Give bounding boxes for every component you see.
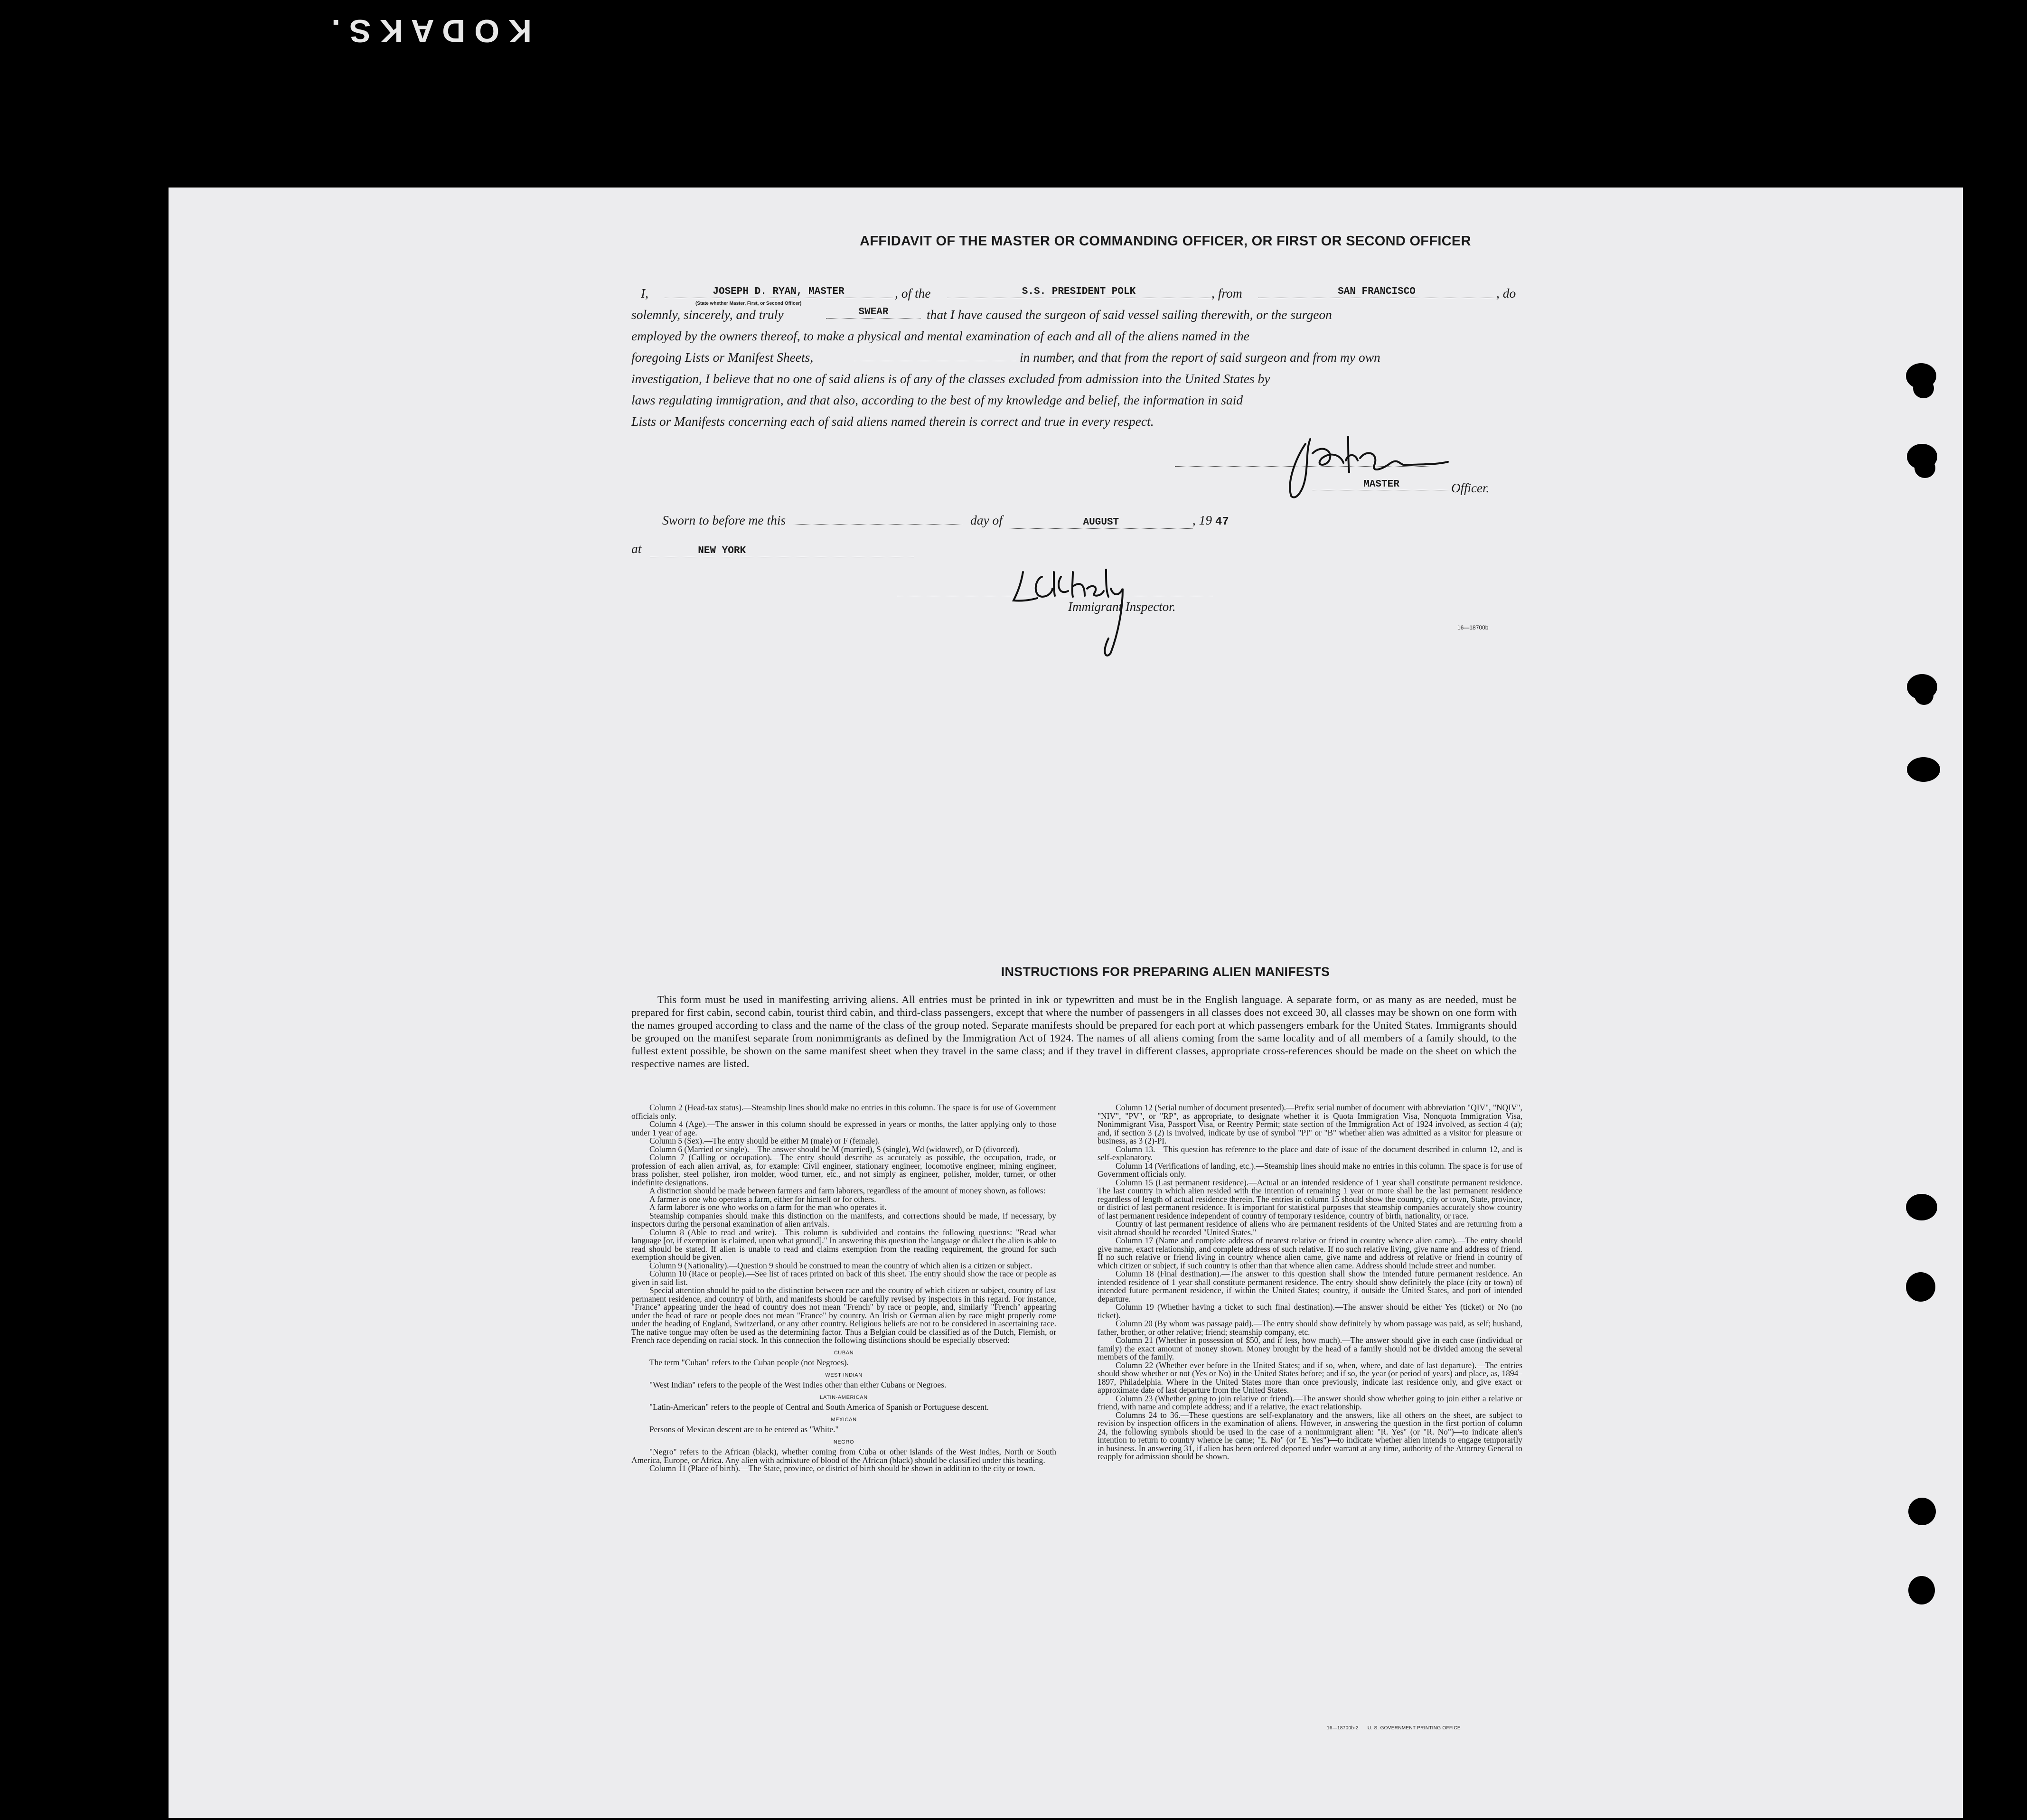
column-note: Column 21 (Whether in possession of $50, and if less, how much).—The answer should give in each case (individual or family) the exact amount of money shown. Money brought by the head of a family should not be divided among the several members of the family. (1098, 1335, 1522, 1361)
column-note: Columns 24 to 36.—These questions are self-explanatory and the answers, like all others on the sheet, are subject to revision by inspection officers in the examination of aliens. However, in answering the question in the first portion of column 24, the following symbols should be used in the case of a nonimmigrant alien: "R. Yes" (or "R. No")—to indicate alien's intention to return to country whence he came; "E. No" (or "E. Yes")—to indicate whether alien intends to engage temporarily in business. In answering 31, if alien has been ordered deported under warrant at any time, authority of the Attorney General to reapply for admission should be shown. (1098, 1410, 1522, 1461)
column-note: Column 10 (Race or people).—See list of races printed on back of this sheet. The entry should show the race or people as given in said list. (631, 1269, 1056, 1287)
punch-hole-icon (1908, 1498, 1936, 1525)
punch-hole-icon (1906, 1272, 1935, 1302)
film-edge-marking (19, 7, 532, 49)
from-text: , from (1211, 286, 1242, 300)
master-name-value: JOSEPH D. RYAN, MASTER (713, 286, 845, 297)
instructions-left-column (631, 1104, 1056, 1716)
affidavit-title: AFFIDAVIT OF THE MASTER OR COMMANDING OFFICER, OR FIRST OR SECOND OFFICER (860, 234, 1471, 249)
race-heading: CUBAN (834, 1350, 854, 1356)
of-the-text: , of the (895, 286, 931, 300)
affidavit-line-7: Lists or Manifests concerning each of said aliens named therein is correct and true in every respect. (631, 414, 1154, 429)
column-note: Column 11 (Place of birth).—The State, province, or district of birth should be shown in addition to the city or town. (649, 1464, 1035, 1473)
race-heading: LATIN-AMERICAN (820, 1394, 868, 1400)
sheet-count-field (854, 350, 1016, 361)
instructions-intro-text: This form must be used in manifesting arriving aliens. All entries must be printed in ink or typewritten and must be in the English language. A separate form, or as many as are needed, must be prepared for first cabin, second cabin, tourist third cabin, and third-class passengers, except that where the number of passengers in all classes does not exceed 30, all classes may be shown on one form with the names grouped according to class and the name of the class of the group noted. Separate manifests should be prepared for each port at which passengers embark for the United States. Immigrants should be grouped on the manifest separate from nonimmigrants as defined by the Immigration Act of 1924. The names of all aliens coming from the same locality and of all members of a family should, to the fullest extent possible, be shown on the same manifest sheet when they travel in the same class; and if they travel in different classes, appropriate cross-references should be made on the sheet on which the respective names are listed. (631, 994, 1517, 1069)
race-heading: NEGRO (833, 1439, 854, 1445)
sworn-month-field: AUGUST (1010, 517, 1192, 529)
manifest-sheet (169, 188, 1963, 1818)
vessel-name-field: S.S. PRESIDENT POLK (947, 286, 1211, 298)
sworn-day-field (794, 514, 962, 525)
column-note: Column 8 (Able to read and write).—This column is subdivided and contains the following questions: "Read what language [or, if exemption is claimed, upon what ground]." In answering this question the language or dialect the alien is able to read should be stated. If alien is unable to read and claims exemption from the reading requirement, the ground for such exemption should be given. (631, 1227, 1056, 1262)
do-text: , do (1496, 286, 1516, 300)
column-note: Column 15 (Last permanent residence).—Actual or an intended residence of 1 year shall constitute permanent residence. The last country in which alien resided with the intention of remaining 1 year or more shall be the last permanent residence regardless of length of actual residence therein. The entries in column 15 should show the country, city or town, State, province, or district of last permanent residence. It is important for statistical purposes that steamship companies accurately show country of last permanent residence independent of country of temporary residence, country of birth, nationality, or race. (1098, 1177, 1522, 1220)
instructions-intro (631, 993, 1517, 1070)
punch-hole-icon (1906, 1194, 1937, 1220)
affidavit-line-3: employed by the owners thereof, to make a physical and mental examination of each and all of the aliens named in the (631, 328, 1249, 343)
instructions-title: INSTRUCTIONS FOR PREPARING ALIEN MANIFESTS (1001, 965, 1330, 979)
race-definition: "Negro" refers to the African (black), whether coming from Cuba or other islands of the West Indies, North or South America, Europe, or Africa. Any alien with admixture of blood of the African (black) should be classified under this heading. (631, 1447, 1056, 1465)
instructions-right-column (1098, 1104, 1522, 1716)
column-note: Special attention should be paid to the distinction between race and the country of which citizen or subject, country of last permanent residence, and country of birth, and manifests should be carefully revised by inspectors in this regard. For instance, "France" appearing under the head of country does not mean "French" by race or people, and, similarly "French" appearing under the head of race or people does not mean "France" by country. An Irish or German alien by race might properly come under the heading of England, Switzerland, or any other country. Religious beliefs are not to be considered in ascertaining race. The native tongue may often be used as the determining factor. Thus a Belgian could be classified as of the Dutch, Flemish, or French race depending on racial stock. In this connection the following distinctions should be especially observed: (631, 1285, 1056, 1345)
affidavit-line-4-head: foregoing Lists or Manifest Sheets, (631, 350, 814, 365)
column-note: Column 18 (Final destination).—The answer to this question shall show the intended future permanent residence. An intended residence of 1 year shall constitute permanent residence. The entry should show definitely the place (city or town) of intended future permanent residence, if within the United States; country, if outside the United States, and port of intended departure. (1098, 1269, 1522, 1304)
master-name-field (665, 286, 892, 306)
day-of-text: day of (970, 513, 1003, 527)
affidavit-line-4-tail: in number, and that from the report of said surgeon and from my own (1020, 350, 1380, 365)
sworn-text: Sworn to before me this (662, 513, 786, 527)
column-note: A farm laborer is one who works on a farm for the man who operates it. (649, 1202, 887, 1212)
solemnly-text: solemnly, sincerely, and truly (631, 307, 784, 322)
printer-name: U. S. GOVERNMENT PRINTING OFFICE (1367, 1726, 1461, 1731)
inspector-label: Immigrant Inspector. (1068, 600, 1176, 614)
column-note: Column 14 (Verifications of landing, etc.).—Steamship lines should make no entries in this column. The space is for use of Government officials only. (1098, 1161, 1522, 1179)
race-definition: "West Indian" refers to the people of the West Indies other than either Cubans or Negroes. (649, 1380, 947, 1389)
race-definition: Persons of Mexican descent are to be entered as "White." (649, 1425, 839, 1434)
column-note: Column 23 (Whether going to join relative or friend).—The answer should show whether going to join either a relative or friend, with name and complete address; and if a relative, the exact relationship. (1098, 1393, 1522, 1411)
sworn-place-field: NEW YORK (650, 545, 914, 557)
year-prefix-text: , 19 (1192, 513, 1212, 527)
affidavit-line-5: investigation, I believe that no one of said aliens is of any of the classes excluded from admission into the United States by (631, 371, 1270, 386)
column-note: Column 17 (Name and complete address of nearest relative or friend in country whence alien came).—The entry should give name, exact relationship, and complete address of such relative. If no such relative living, give name and address of friend. If no such relative or friend living in country whence alien came, give name and address of relative or friend in country of which citizen or subject, if such country is other than that whence alien came. Address should include street and number. (1098, 1236, 1522, 1270)
punch-hole-icon (1914, 686, 1933, 705)
column-note: Column 9 (Nationality).—Question 9 should be construed to mean the country of which alien is a citizen or subject. (649, 1260, 1032, 1270)
race-definition: "Latin-American" refers to the people of Central and South America of Spanish or Portuguese descent. (649, 1402, 989, 1412)
column-note: A farmer is one who operates a farm, either for himself or for others. (649, 1194, 876, 1204)
printer-imprint (1327, 1726, 1461, 1731)
form-number: 16—18700b (1457, 624, 1489, 631)
column-note: Column 5 (Sex).—The entry should be either M (male) or F (female). (649, 1136, 880, 1145)
column-note: Column 2 (Head-tax status).—Steamship lines should make no entries in this column. The space is for use of Government officials only. (631, 1104, 1056, 1121)
column-note: Country of last permanent residence of aliens who are permanent residents of the United States and are returning from a visit abroad should be recorded "United States." (1098, 1219, 1522, 1237)
officer-label: Officer. (1451, 481, 1490, 495)
master-name-hint: (State whether Master, First, or Second Officer) (695, 301, 802, 306)
sworn-row (662, 513, 1229, 529)
officer-rank-field: MASTER (1313, 479, 1450, 490)
column-note: Column 12 (Serial number of document presented).—Prefix serial number of document with abbreviation "QIV", "NQIV", "NIV", "PV", or "RP", as appropriate, to designate whether it is Quota Immigration Visa, Nonquota Immigration Visa, Nonimmigrant Visa, Passport Visa, or Reentry Permit; state section of the Immigration Act of 1924 involved, as section 4 (a); and, if section 3 (2) is involved, indicate by use of symbol "PI" or "B" whether alien was admitted as a visitor for pleasure or business, as 3 (2)-PI. (1098, 1104, 1522, 1145)
column-note: Column 20 (By whom was passage paid).—The entry should show definitely by whom passage was paid, as self; husband, father, brother, or other relative; friend; steamship company, etc. (1098, 1319, 1522, 1337)
affidavit-line-6: laws regulating immigration, and that also, according to the best of my knowledge and belief, the information in said (631, 393, 1243, 407)
punch-hole-icon (1913, 378, 1934, 398)
affidavit-body (631, 282, 1519, 432)
punch-hole-icon (1908, 1576, 1935, 1604)
sworn-year-field: 47 (1215, 516, 1229, 528)
race-definition: The term "Cuban" refers to the Cuban people (not Negroes). (649, 1358, 849, 1367)
oath-field: SWEAR (826, 307, 921, 319)
departure-port-field: SAN FRANCISCO (1258, 286, 1495, 298)
column-note: Column 19 (Whether having a ticket to such final destination).—The answer should be either Yes (ticket) or No (no ticket). (1098, 1302, 1522, 1320)
column-note: Column 4 (Age).—The answer in this column should be expressed in years or months, the latter applying only to those under 1 year of age. (631, 1119, 1056, 1137)
affidavit-i: I, (641, 286, 649, 300)
at-row (631, 541, 914, 557)
column-note: Column 22 (Whether ever before in the United States; and if so, when, where, and date of last departure).—The entries should show whether or not (Yes or No) in the United States before; and if so, the year (or period of years) and place, as, 1894–1897, Philadelphia. Where in the United States more than once previously, indicate last residence only, and give exact or approximate date of last departure from the United States. (1098, 1360, 1522, 1395)
punch-hole-icon (1914, 458, 1935, 478)
race-heading: WEST INDIAN (825, 1372, 863, 1378)
form-number-bottom: 16—18700b-2 (1327, 1726, 1359, 1731)
column-note: Column 6 (Married or single).—The answer should be M (married), S (single), Wd (widowed), or D (divorced). (649, 1144, 1020, 1154)
column-note: Column 13.—This question has reference to the place and date of issue of the document described in column 12, and is self-explanatory. (1098, 1144, 1522, 1162)
punch-hole-icon (1907, 757, 1940, 782)
column-note: A distinction should be made between farmers and farm laborers, regardless of the amount of money shown, as follows: (649, 1186, 1046, 1195)
film-edge-text: K O D A K S . (331, 13, 532, 49)
affidavit-line-2: that I have caused the surgeon of said vessel sailing therewith, or the surgeon (927, 307, 1332, 322)
race-heading: MEXICAN (831, 1417, 857, 1423)
column-note: Column 7 (Calling or occupation).—The entry should describe as accurately as possible, the occupation, trade, or profession of each alien arrival, as, for example: Civil engineer, stationary engineer, locomotive engineer, mining engineer, brass polisher, steel polisher, iron molder, wood turner, etc., and not simply as engineer, polisher, molder, turner, or other indefinite designations. (631, 1153, 1056, 1187)
at-text: at (631, 541, 642, 556)
column-note: Steamship companies should make this distinction on the manifests, and corrections should be made, if necessary, by inspectors during the personal examination of alien arrivals. (631, 1210, 1056, 1229)
